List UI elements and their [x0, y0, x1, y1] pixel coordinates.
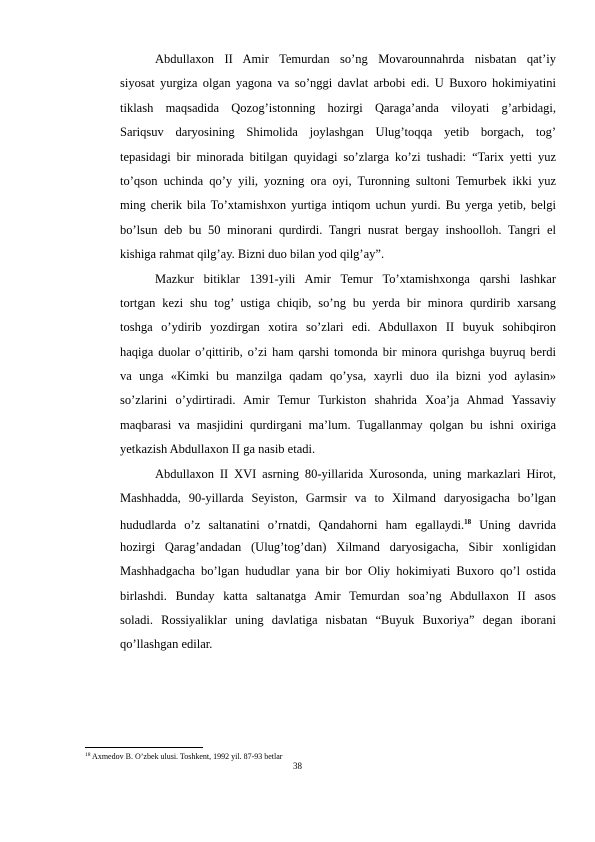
- text-line: so’zlarini o’ydirtiradi. Amir Temur Turkiston shahrida Xoa’ja Ahmad Yassaviy: [120, 393, 556, 408]
- text-line: hozirgi Qarag’andadan (Ulug’tog’dan) Xilmand daryosigacha, Sibir xonligidan: [120, 539, 556, 554]
- text-line: tortgan kezi shu tog’ ustiga chiqib, so’ng bu yerda bir minora qurdirib xarsang: [120, 295, 556, 310]
- page-number: 38: [293, 761, 302, 771]
- text-line-with-footnote: [85, 510, 556, 534]
- text-line: Mazkur bitiklar 1391-yili Amir Temur To’xtamishxonga qarshi lashkar: [155, 271, 556, 286]
- text-line: tiklash maqsadida Qozog’istonning hozirgi Qaraga’anda viloyati g’arbidagi,: [120, 100, 556, 115]
- text-line: to’qson uchinda qo’y yili, yozning ora oyi, Turonning sultoni Temurbek ikki yuz: [120, 173, 556, 188]
- text-line: yetkazish Abdullaxon II ga nasib etadi.: [120, 442, 316, 457]
- text-segment: Uning davrida: [471, 518, 557, 533]
- text-line: maqbarasi va masjidini qurdirgani ma’lum. Tugallanmay qolgan bu ishni oxiriga: [120, 417, 556, 432]
- text-line: soladi. Rossiyaliklar uning davlatiga nisbatan “Buyuk Buxoriya” degan iborani: [120, 612, 556, 627]
- text-line: tepasidagi bir minorada bitilgan quyidagi so’zlarga ko’zi tushadi: “Tarix yetti yuz: [120, 149, 556, 164]
- footnote-number: 18: [85, 752, 91, 758]
- text-line: kishiga rahmat qilg’ay. Bizni duo bilan yod qilg’ay”.: [120, 247, 385, 262]
- footnote-separator: [85, 747, 203, 748]
- text-line: Mashhadda, 90-yillarda Seyiston, Garmsir va to Xilmand daryosigacha bo’lgan: [120, 491, 556, 506]
- footnote-text: Axmedov B. O’zbek ulusi. Toshkent, 1992 yil. 87-93 betlar: [90, 752, 283, 761]
- text-line: haqiga duolar o’qittirib, o’zi ham qarshi tomonda bir minora qurishga buyruq berdi: [120, 344, 556, 359]
- paragraph-1: [85, 47, 556, 267]
- text-line: Mashhadgacha bo’lgan hududlar yana bir bor Oliy hokimiyati Buxoro qo’l ostida: [120, 564, 556, 579]
- text-line: bo’lsun deb bu 50 minorani qurdirdi. Tangri nusrat bergay inshoolloh. Tangri el: [120, 222, 556, 237]
- text-line: siyosat yurgiza olgan yagona va so’nggi davlat arbobi edi. U Buxoro hokimiyatini: [120, 76, 556, 91]
- text-line: toshga o’ydirib yozdirgan xotira so’zlari edi. Abdullaxon II buyuk sohibqiron: [120, 320, 556, 335]
- text-line: Sariqsuv daryosining Shimolida joylashgan Ulug’toqqa yetib borgach, tog’: [120, 125, 556, 140]
- text-line: va unga «Kimki bu manzilga qadam qo’ysa, xayrli duo ila bizni yod aylasin»: [120, 369, 556, 384]
- document-body: [85, 47, 556, 657]
- text-line: Abdullaxon II XVI asrning 80-yillarida Xurosonda, uning markazlari Hirot,: [155, 466, 556, 481]
- text-line: birlashdi. Bunday katta saltanatga Amir Temurdan soa’ng Abdullaxon II asos: [120, 588, 556, 603]
- text-line: Abdullaxon II Amir Temurdan so’ng Movarounnahrda nisbatan qat’iy: [155, 52, 556, 66]
- text-line: qo’llashgan edilar.: [120, 637, 213, 652]
- paragraph-2: [85, 267, 556, 462]
- text-segment: hududlarda o’z saltanatini o’rnatdi, Qandahorni ham egallaydi.: [120, 518, 465, 533]
- text-line: ming cherik bila To’xtamishxon yurtiga intiqom uchun yurdi. Bu yerga yetib, belgi: [120, 198, 556, 213]
- paragraph-3: [85, 462, 556, 657]
- footnote-reference[interactable]: 18: [464, 518, 472, 527]
